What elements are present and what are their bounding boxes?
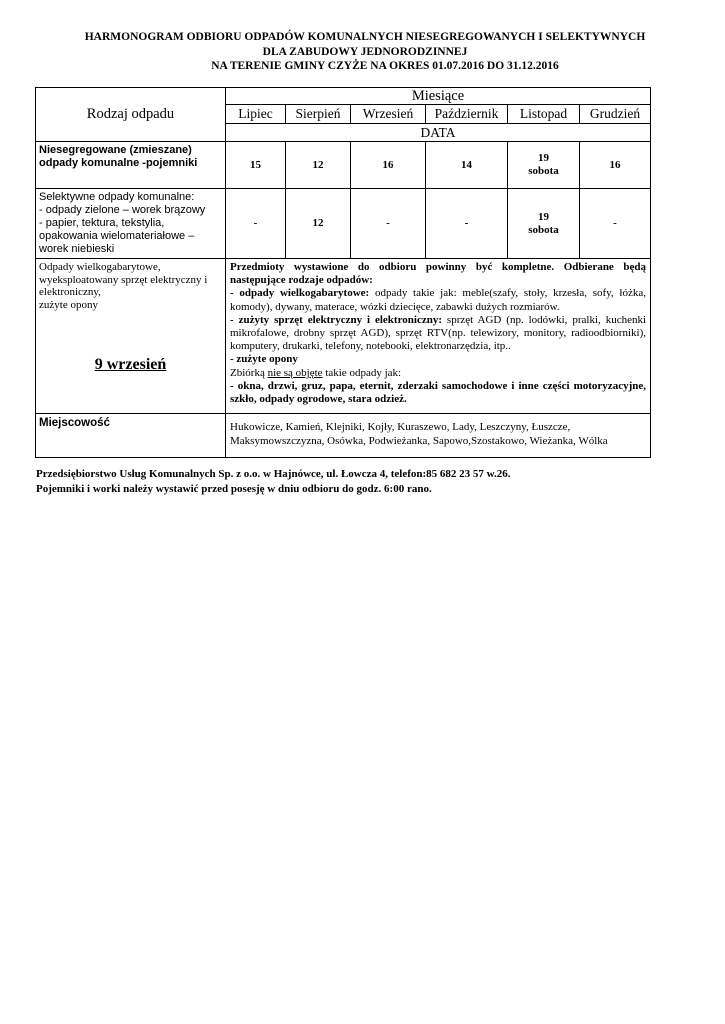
category-line: Selektywne odpady komunalne: — [39, 191, 195, 203]
value-cell: - — [351, 189, 426, 259]
value-cell: - — [580, 189, 651, 259]
category-wielkogabarytowe — [36, 259, 226, 414]
month-sierpien: Sierpień — [286, 105, 351, 124]
value-number: 19 — [538, 210, 549, 223]
desc-zbiorka — [230, 367, 646, 380]
month-listopad: Listopad — [508, 105, 580, 124]
desc-text: takie odpady jak: — [322, 366, 402, 379]
month-lipiec: Lipiec — [226, 105, 286, 124]
value-sobota: sobota — [528, 223, 559, 236]
month-pazdziernik: Październik — [426, 105, 508, 124]
desc-label: - odpady wielkogabarytowe: — [230, 287, 370, 300]
value-cell: 16 — [580, 142, 651, 189]
row-miejscowosc — [36, 414, 651, 458]
category-niesegregowane: Niesegregowane (zmieszane) odpady komunalne -pojemniki — [36, 142, 226, 189]
title-line-3: NA TERENIE GMINY CZYŻE NA OKRES 01.07.2016 DO 31.12.2016 — [211, 60, 559, 72]
month-wrzesien: Wrzesień — [351, 105, 426, 124]
desc-label: - zużyty sprzęt elektryczny i elektroniczny: — [230, 313, 442, 326]
row-selektywne — [36, 189, 651, 259]
data-header: DATA — [226, 124, 651, 142]
row-niesegregowane — [36, 142, 651, 189]
value-cell: 14 — [426, 142, 508, 189]
desc-sprzet — [230, 314, 646, 354]
value-sobota: sobota — [528, 165, 559, 177]
desc-excluded: - okna, drzwi, gruz, papa, eternit, zderzaki samochodowe i inne części motoryzacyjne, szkło, odpady ogrodowe, stara odzież. — [230, 379, 646, 406]
row-wielkogabarytowe — [36, 259, 651, 414]
collection-date: 9 wrzesień — [94, 356, 167, 373]
desc-text: odpady takie jak: meble(szafy, stoły, krzesła, sofy, łóżka, komody), dywany, materace, wózki dziecięce, zabawki dużych rozmiarów. — [230, 287, 646, 313]
title-line-2: DLA ZABUDOWY JEDNORODZINNEJ — [262, 45, 468, 58]
value-cell: 12 — [286, 142, 351, 189]
category-line: Odpady wielkogabarytowe, wyeksploatowany sprzęt elektryczny i elektroniczny, — [39, 261, 208, 298]
value-cell: 12 — [286, 189, 351, 259]
value-cell — [508, 189, 580, 259]
value-cell: 15 — [226, 142, 286, 189]
footer-line-2: Pojemniki i worki należy wystawić przed posesję w dniu odbioru do godz. 6:00 rano. — [36, 483, 432, 495]
miejscowosc-label: Miejscowość — [36, 414, 226, 458]
month-grudzien: Grudzień — [580, 105, 651, 124]
collection-description — [226, 259, 651, 414]
desc-text: Zbiórką — [230, 366, 268, 379]
miejscowosc-list: Hukowicze, Kamień, Klejniki, Kojły, Kuraszewo, Lady, Leszczyny, Łuszcze, Maksymowszczyzna, Osówka, Podwieżanka, Sapowo,Szostakowo, Wieżanka, Wólka — [226, 414, 651, 458]
desc-underlined: nie są objęte — [267, 366, 323, 379]
desc-text: sprzęt AGD (np. lodówki, pralki, kuchenki mikrofalowe, drobny sprzęt AGD), sprzęt RTV(np. telewizory, monitory, radioodbiorniki), komputery, drukarki, telefony, notebooki, elektronarzędzia, itp.. — [230, 313, 647, 353]
document-title — [40, 30, 690, 74]
desc-opony: - zużyte opony — [230, 353, 298, 366]
rodzaj-header: Rodzaj odpadu — [36, 88, 226, 142]
category-selektywne — [36, 189, 226, 259]
value-cell — [508, 142, 580, 189]
category-line: - papier, tektura, tekstylia, opakowania wielomateriałowe – worek niebieski — [39, 217, 195, 255]
header-row-months-title — [36, 88, 651, 105]
desc-intro: Przedmioty wystawione do odbioru powinny być kompletne. Odbierane będą następujące rodzaje odpadów: — [230, 261, 646, 287]
footer-note — [36, 467, 511, 497]
category-line: zużyte opony — [39, 298, 98, 311]
value-cell: 16 — [351, 142, 426, 189]
value-cell: - — [226, 189, 286, 259]
category-line: - odpady zielone – worek brązowy — [39, 204, 206, 216]
miesiace-header: Miesiące — [226, 88, 651, 105]
desc-wielkogabarytowe — [230, 287, 646, 313]
value-number: 19 — [538, 152, 549, 164]
title-line-1: HARMONOGRAM ODBIORU ODPADÓW KOMUNALNYCH NIESEGREGOWANYCH I SELEKTYWNYCH — [84, 31, 646, 43]
value-cell: - — [426, 189, 508, 259]
footer-line-1: Przedsiębiorstwo Usług Komunalnych Sp. z o.o. w Hajnówce, ul. Łowcza 4, telefon:85 682 23 57 w.26. — [36, 468, 511, 480]
schedule-table — [35, 87, 651, 458]
